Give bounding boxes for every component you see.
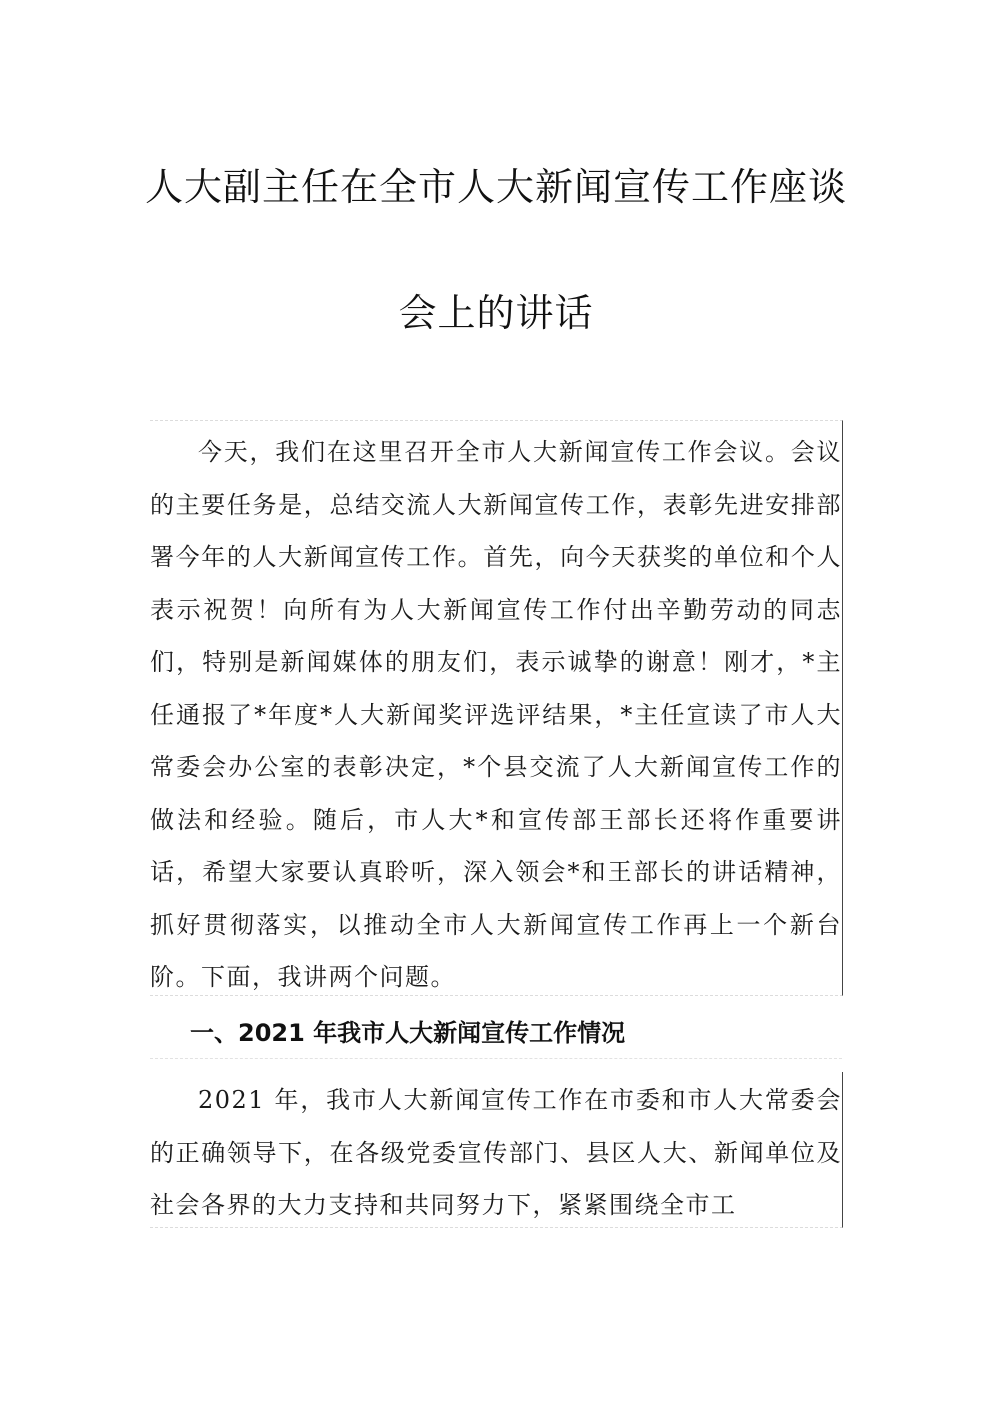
- section-divider: [150, 1058, 842, 1059]
- section-heading: 一、2021 年我市人大新闻宣传工作情况: [190, 1019, 626, 1047]
- document-title-line-1: 人大副主任在全市人大新闻宣传工作座谈: [144, 165, 847, 209]
- document-title-line-2: 会上的讲话: [398, 291, 594, 335]
- section-1-paragraph: 2021 年，我市人大新闻宣传工作在市委和市人大常委会的正确领导下，在各级党委宣传部门、县区人大、新闻单位及社会各界的大力支持和共同努力下，紧紧围绕全市工: [150, 1086, 842, 1219]
- section-1-body: [150, 1072, 843, 1228]
- intro-paragraph: 今天，我们在这里召开全市人大新闻宣传工作会议。会议的主要任务是，总结交流人大新闻宣传工作，表彰先进安排部署今年的人大新闻宣传工作。首先，向今天获奖的单位和个人表示祝贺！向所有为人大新闻宣传工作付出辛勤劳动的同志们，特别是新闻媒体的朋友们，表示诚挚的谢意！刚才，*主任通报了*年度*人大新闻奖评选评结果，*主任宣读了市人大常委会办公室的表彰决定，*个县交流了人大新闻宣传工作的做法和经验。随后，市人大*和宣传部王部长还将作重要讲话，希望大家要认真聆听，深入领会*和王部长的讲话精神，抓好贯彻落实，以推动全市人大新闻宣传工作再上一个新台阶。下面，我讲两个问题。: [150, 438, 842, 991]
- intro-section: [150, 420, 843, 996]
